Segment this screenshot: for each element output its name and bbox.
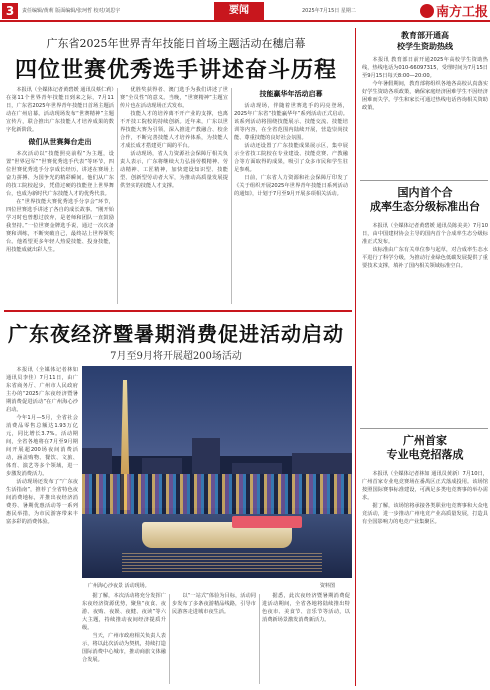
paragraph: 今年暑假期间，教育部将组织各地各高校认真落实好学生资助各项政策，确保家庭经济困难学生不因经济困难而失学。学生和家长可通过热线电话咨询相关资助政策。 (362, 81, 488, 111)
story1-headline: 四位世赛优秀选手讲述奋斗历程 (14, 57, 337, 83)
story1-subhead-2: 技能赢华年活动启幕 (259, 89, 323, 98)
paragraph: 在“世界技能大赛优秀选手分享会”环节，四位世赛选手讲述了各自的成长故事。“刚开始学习时也曾想过放弃，是老师和团队一直鼓励我坚持。”一位世赛金牌选手说，通过一次次备赛和训练，不断突破自己，最终站上世界领奖台。他希望更多年轻人热爱技能、投身技能，用技能成就出彩人生。 (6, 199, 114, 253)
story1-column-1 (6, 86, 114, 306)
paragraph: 活动还设置了广东技能成果展示区，集中展示全省技工院校在专业建设、技能竞赛、产教融合等方面取得的成果，吸引了众多市民和学生驻足参观。 (234, 143, 348, 173)
photo-caption: 广州海心沙夜景 活动现场。 (88, 583, 150, 589)
right-story3-body (362, 470, 488, 686)
masthead-text: 南方工报 (436, 5, 489, 20)
paragraph: 本报讯（全媒体记者黄碧媛 通讯员蔡仁莉）在第11个世界青年技能日到来之际，7月11日，广东省2025年世界青年技能日首场主题活动在广州启幕。活动现场发布“世赛精神”主题宣传片，联合推出广东技能人才培养成果的数字化新阶段。 (6, 87, 114, 133)
right-divider (360, 180, 488, 181)
story2-subheadline: 7月至9月将开展超200场活动 (110, 351, 242, 362)
column-rule (259, 594, 260, 684)
story1-column-3 (234, 86, 348, 306)
paragraph: 日前，广东省人力资源和社会保障厅印发了《关于组织开展2025年世界青年技能日系列活动的通知》，计划于7月至9月开展多项相关活动。 (234, 175, 348, 197)
right-story1-headline: 教育部开通高 校学生资助热线 (397, 30, 453, 51)
story2-column-1 (6, 366, 78, 686)
page-header (0, 0, 490, 22)
masthead (420, 1, 488, 20)
column-rule (231, 88, 232, 304)
column-rule (117, 88, 118, 304)
paragraph: 活动现场还发布了“广东夜生活指南”，推荐了全省特色夜间消费地标，并推出夜经济消费券、暑期优惠活动等一系列惠民举措，为市民游客带来丰富多彩的消费体验。 (6, 479, 78, 525)
right-story3-headline: 广州首家 专业电竞招落成 (386, 434, 464, 461)
night-city-photo (82, 366, 352, 578)
paragraph: 据了解，本次活动将充分发挥广东夜经济资源优势，聚焦“夜食、夜游、夜购、夜娱、夜健、夜读”等六大主题，持续推动夜间经济提质升级。 (82, 593, 166, 631)
photo-city-lights (82, 474, 352, 514)
paragraph: 据悉，此次夜经济暨暑期消费促进活动期间，全省各地将陆续推出特色夜市、美食节、音乐节等活动，以消费新场景激发消费新活力。 (262, 593, 350, 623)
right-story2-body (362, 222, 488, 422)
paragraph: 今年1月—5月，全省社会消费品零售总额达1.93万亿元，同比增长3.7%。活动期间，全省各地将在7月至9月期间开展超200场夜间消费活动，涵盖购物、餐饮、文旅、体育、演艺等多个领域，进一步激发消费活力。 (6, 415, 78, 477)
photo-credit: 资料图 (320, 583, 336, 589)
section-label: 要闻 (214, 2, 264, 20)
story1-kicker: 广东省2025年世界青年技能日首场主题活动在穗启幕 (46, 37, 306, 50)
issue-date: 2025年7月15日 星期二 (302, 8, 356, 14)
paragraph: 本报讯 教育部日前开通2025年高校学生资助热线，热线电话为010-66097315，受理时间为7月15日至9月15日每天8:00—20:00。 (362, 57, 488, 79)
story2-column-2 (82, 592, 166, 686)
paragraph: 据了解，该场馆将承接各类职业电竞赛事和大众电竞活动，进一步推动广州电竞产业高质量发展，打造具有全国影响力的电竞产业集聚区。 (362, 503, 488, 525)
story2-headline: 广东夜经济暨暑期消费促进活动启动 (8, 322, 344, 346)
page-number: 3 (2, 3, 18, 19)
story2-column-4 (262, 592, 350, 686)
paragraph: 技能人才的培养离不开产业的支撑，也离不开技工院校的持续创新。近年来，广东以世界技能大赛为引领，深入推进产教融合、校企合作，不断完善技能人才培养体系，为技能人才成长成才搭建更广阔的平台。 (120, 111, 228, 149)
story1-column-2 (120, 86, 228, 306)
story-divider (4, 310, 352, 312)
paragraph: 优胜奖获得者、澳门选手为我们讲述了世赛“全员性”的意义。当晚，“世赛精神”主题宣传片也在活动现场正式发布。 (120, 87, 228, 109)
paragraph: 活动现场，伴随着世赛选手的闪亮登场，2025年广东省“技能赢华年”系列活动正式启动。该系列活动将围绕技能展示、技能交流、技能培训等内容，在全省范围内陆续开展，营造崇尚技能、尊重技能的良好社会氛围。 (234, 103, 348, 141)
photo-boat (232, 516, 302, 528)
story2-column-3 (172, 592, 256, 686)
paragraph: 本报讯（全媒体记者黄碧媛 通讯员陈美美）7月10日，由中国建材协会主导的国内首个合成率生态分级标准正式发布。 (362, 223, 488, 245)
right-story2-headline: 国内首个合 成率生态分级标准出台 (370, 186, 480, 213)
editors-line: 责任编辑/黄莉 版面编辑/张珂哲 校对/刘思宇 (22, 8, 121, 14)
photo-reflection (122, 552, 322, 572)
paragraph: 当天，广州市政府相关负责人表示，将以此次活动为契机，持续打造国际消费中心城市，推动商旅文体融合发展。 (82, 633, 166, 663)
right-story1-body (362, 56, 488, 176)
paragraph: 活动现场，省人力资源社会保障厅相关负责人表示，广东将继续大力弘扬劳模精神、劳动精神、工匠精神，加快建设知识型、技能型、创新型劳动者大军，为推动高质量发展提供坚实的技能人才支撑。 (120, 151, 228, 189)
paragraph: 以“一站式”体验为目标，活动同步发布了多条夜游精品线路，引导市民游客走进城市夜生活。 (172, 593, 256, 615)
paragraph: 该标准由广东有关单位参与起草，对合成率生态水平进行了科学分级，为推动行业绿色低碳发展提供了重要技术支撑，填补了国内相关领域标准空白。 (362, 247, 488, 269)
paragraph: 本次活动以“技能照亮前程”为主题，设置“世界冠军”“世赛优秀选手代表”等环节，四位世赛优秀选手分享成长经历，讲述在赛场上奋力拼搏、为国争光的精彩瞬间。他们从广东的技工院校起步，凭借过硬的技能登上世界舞台，也成为新时代广东技能人才的优秀代表。 (6, 151, 114, 197)
right-divider (360, 428, 488, 429)
paragraph: 本报讯（全媒体记者林如 通讯员黄新）7月10日，广州首家专业电竞赛场在番禺区正式落成投用。该场馆按照国际赛事标准建设，可满足多类电竞赛事的举办需求。 (362, 471, 488, 501)
masthead-logo-icon (420, 4, 434, 18)
column-rule (169, 594, 170, 684)
paragraph: 本报讯（全媒体记者林如 通讯员李佳）7月11日，由广东省商务厅、广州市人民政府主办的“2025广东夜经济暨暑期消费促进活动”在广州海心沙启动。 (6, 367, 78, 413)
right-column-rule (355, 28, 356, 686)
story1-subhead-1: 做们从世赛舞台走出 (28, 137, 92, 146)
